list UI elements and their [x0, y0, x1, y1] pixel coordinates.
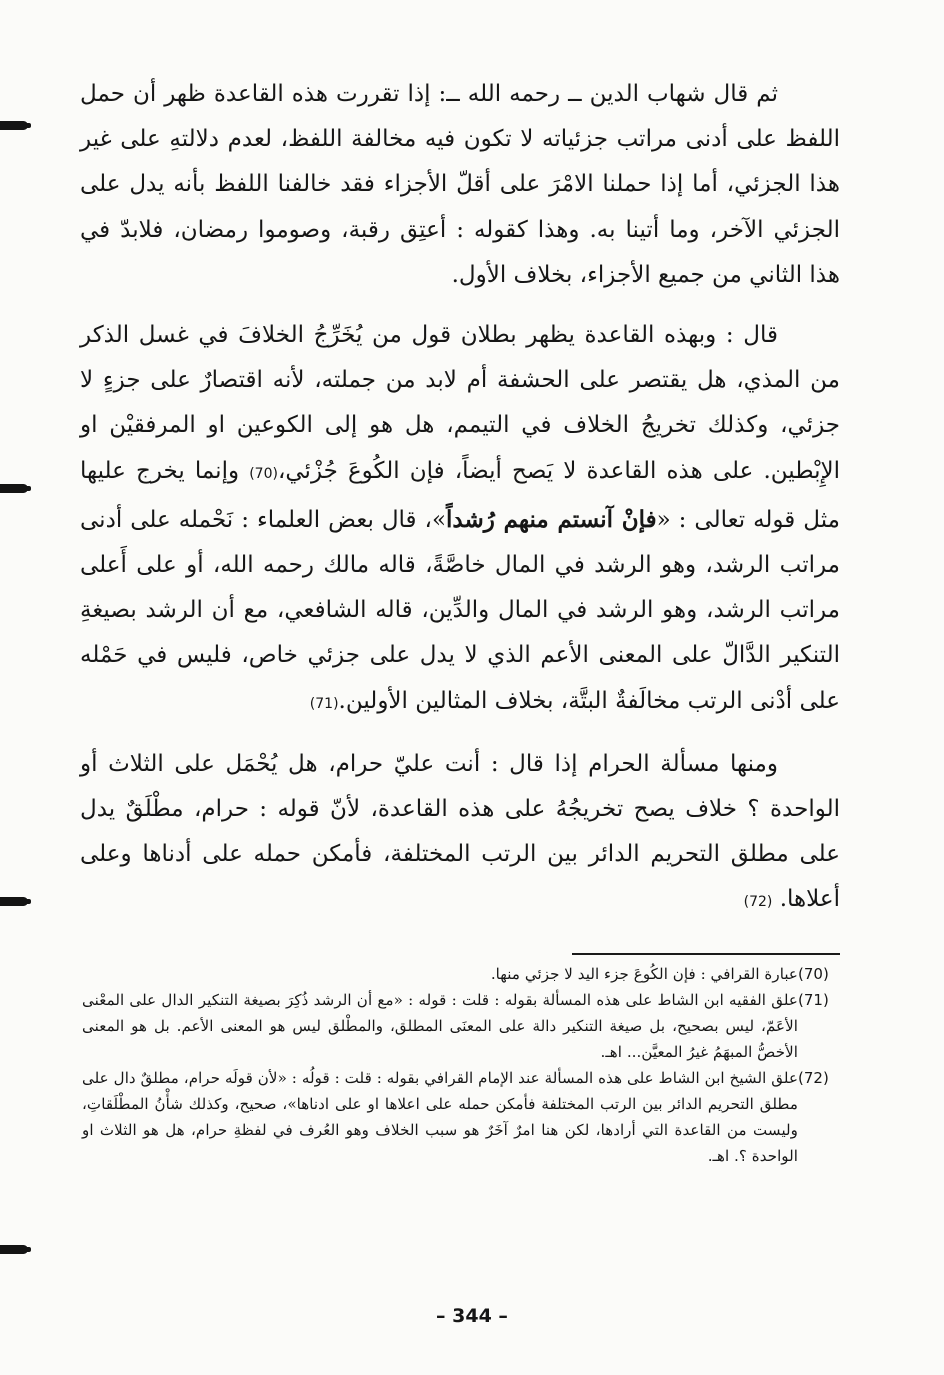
- footnote-number: (71): [798, 991, 829, 1009]
- binding-mark: [0, 484, 28, 493]
- footnote-text: عبارة القرافي : فإن الكُوعَ جزء اليد لا جزئي منها.: [490, 965, 798, 983]
- paragraph: [80, 313, 840, 727]
- footnote: [82, 961, 840, 987]
- footnote-text: علق الفقيه ابن الشاط على هذه المسألة بقوله : قلت : قوله : «مع أن الرشد ذُكِرَ بصيغة التنكير الدال على المعْنى الأعَمّ، ليس بصحيح، بل صيغة التنكير دالة على المعنَى المطلق، والمطْلق ليس هو المعنى الأعم. بل هو المعنى الأخصُّ المبهَمُ غيرُ المعيَّن... اهـ.: [82, 991, 798, 1061]
- footnote-separator: [572, 953, 840, 955]
- footnote-reference[interactable]: (71): [309, 695, 339, 712]
- main-text: [80, 72, 840, 926]
- footnote-number: (72): [798, 1069, 829, 1087]
- paragraph-text: وإنما يخرج عليها مثل قوله تعالى : «: [80, 457, 840, 533]
- binding-mark: [0, 121, 28, 130]
- paragraph-text: ومنها مسألة الحرام إذا قال : أنت عليّ حرام، هل يُحْمَل على الثلاث أو الواحدة ؟ خلاف يصح تخريجُهُ على هذه القاعدة، لأنّ قوله : حرام، مطْلَقٌ يدل على مطلق التحريم الدائر بين الرتب المختلفة، فأمكن حمله على أدناها وعلى أعلاها.: [80, 750, 840, 913]
- footnote-reference[interactable]: (70): [249, 465, 278, 482]
- paragraph: [80, 742, 840, 926]
- paragraph-text: قال : وبهذه القاعدة يظهر بطلان قول من يُخَرِّجُ الخلافَ في غسل الذكر من المذي، هل يقتصر على الحشفة أم لابد من جملته، لأنه اقتصارٌ على جزءٍ لا جزئي، وكذلك تخريجُ الخلاف في التيمم، هل هو إلى الكوعين او المرفقيْن او الإِبْطين. على هذه القاعدة لا يَصح أيضاً، فإن الكُوعَ جُزْئي،: [80, 322, 841, 484]
- paragraph-text: »، قال بعض العلماء : نَحْمله على أدنى مراتب الرشد، وهو الرشد في المال خاصَّةً، قاله مالك رحمه الله، أو على أَعلى مراتب الرشد، وهو الرشد في المال والدِّين، قاله الشافعي، مع أن الرشد بصيغةِ التنكير الدَّالّ على المعنى الأعم الذي لا يدل على جزئي خاص، فليس في حَمْله على أدْنى الرتب مخالَفةٌ البتَّة، بخلاف المثالين الأولين.: [80, 506, 840, 714]
- footnote: [82, 1065, 840, 1169]
- footnote-number: (70): [798, 965, 829, 983]
- footnote-text: علق الشيخ ابن الشاط على هذه المسألة عند الإمام القرافي بقوله : قلت : قولُه : «لأن قولَه حرام، مطلقٌ دال على مطلق التحريم الدائر بين الرتب المختلفة فأمكن حمله على اعلاها او على ادناها»، صحيح، وكذلك شأْنُ المطْلَقاتِ، وليست من القاعدة التي أرادها، لكن هنا امرٌ آخَرٌ هو سبب الخلاف وهو العُرف في لفظةِ حرام، هل هو الثلاث او الواحدة ؟. اهـ.: [82, 1069, 799, 1165]
- binding-mark: [0, 897, 28, 906]
- footnote: [82, 987, 840, 1065]
- page-number: – 344 –: [436, 1305, 508, 1327]
- quran-quote: فإنْ آنستم منهم رُشداً: [446, 505, 657, 533]
- paragraph: ثم قال شهاب الدين ــ رحمه الله ــ: إذا تقررت هذه القاعدة ظهر أن حمل اللفظ على أدنى مراتب جزئياته لا تكون فيه مخالفة اللفظ، لعدم دلالتهِ على غير هذا الجزئي، أما إذا حملنا الامْرَ على أقلّ الأجزاء فقد خالفنا اللفظ بأنه يدل على الجزئي الآخر، وما أتينا به. وهذا كقوله : أعتِق رقبة، وصوموا رمضان، فلابدّ في هذا الثاني من جميع الأجزاء، بخلاف الأول.: [80, 81, 840, 288]
- footnote-reference[interactable]: (72): [743, 894, 773, 911]
- binding-mark: [0, 1245, 28, 1254]
- footnotes: [82, 961, 840, 1169]
